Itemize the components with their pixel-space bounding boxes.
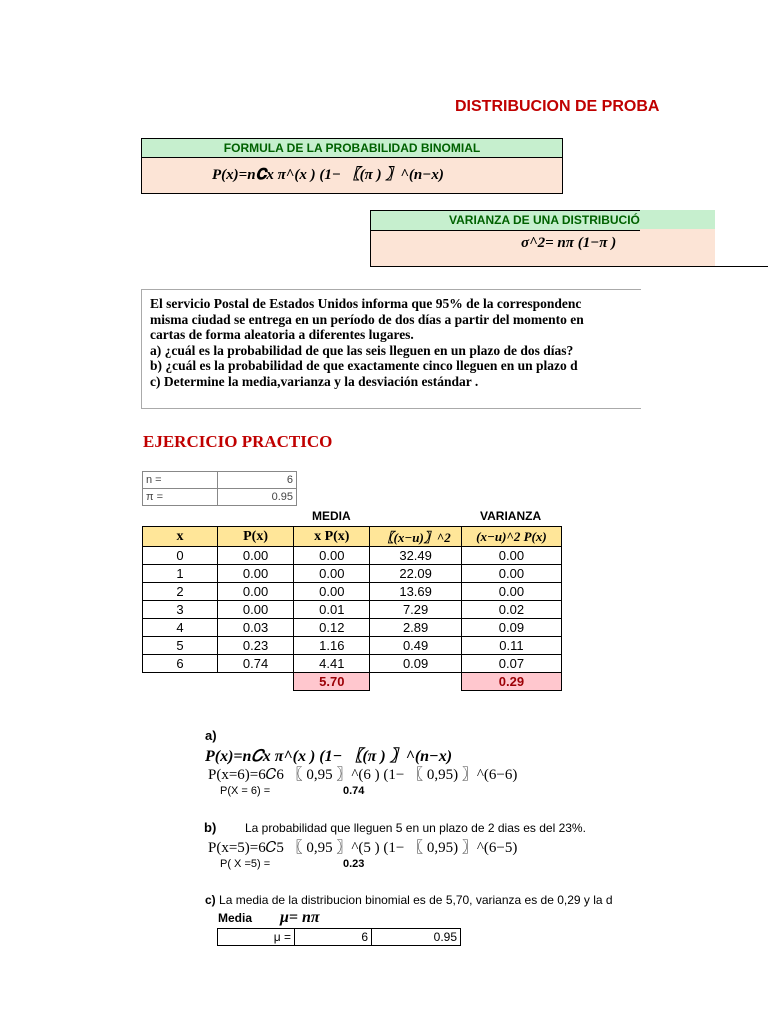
mu-n[interactable]: 6 [295, 929, 372, 946]
part-b-text: La probabilidad que lleguen 5 en un plazo de 2 dias es del 23%. [245, 821, 586, 835]
cell[interactable]: 0.02 [461, 601, 561, 619]
cell[interactable]: 0.03 [217, 619, 293, 637]
part-c-label: c) [205, 893, 216, 907]
cell[interactable]: 0.00 [294, 547, 370, 565]
variance-formula-heading-text: VARIANZA DE UNA DISTRIBUCIÓ [449, 213, 640, 227]
cell[interactable]: 32.49 [370, 547, 461, 565]
params-table [142, 471, 297, 506]
exercise-title: EJERCICIO PRACTICO [143, 432, 333, 451]
col-header-weighted-deviation: (x−u)^2 P(x) [461, 527, 561, 547]
part-b-label: b) [204, 820, 217, 835]
cell[interactable]: 2.89 [370, 619, 461, 637]
mu-pi[interactable]: 0.95 [372, 929, 461, 946]
cell[interactable]: 5 [143, 637, 218, 655]
cell[interactable]: 0.49 [370, 637, 461, 655]
col-header-xpx: x P(x) [294, 527, 370, 547]
cell[interactable]: 0.00 [294, 565, 370, 583]
variance-formula: σ^2= nπ (1−π ) [521, 235, 617, 251]
cell[interactable]: 7.29 [370, 601, 461, 619]
cell[interactable]: 0.07 [461, 655, 561, 673]
col-header-deviation-squared: 〖(x−u)〗^2 [370, 527, 461, 547]
table-row [143, 637, 562, 655]
cell[interactable]: 4 [143, 619, 218, 637]
cell[interactable]: 1 [143, 565, 218, 583]
page-title: DISTRIBUCION DE PROBA [455, 98, 660, 115]
problem-line: El servicio Postal de Estados Unidos informa que 95% de la correspondenc [150, 296, 582, 311]
param-value[interactable]: 0.95 [218, 489, 297, 506]
part-a-label: a) [205, 728, 217, 743]
param-value[interactable]: 6 [218, 472, 297, 489]
part-a-result-label: P(X = 6) = [220, 785, 271, 797]
problem-line: misma ciudad se entrega en un período de dos días a partir del momento en [150, 311, 584, 327]
cell[interactable]: 0.11 [461, 637, 561, 655]
part-b-substitution: P(x=5)=6𝐶5 〖 0,95 〗^(5 ) (1− 〖 0,95) 〗^(6−5) [208, 840, 518, 856]
binomial-formula-heading: FORMULA DE LA PROBABILIDAD BINOMIAL [142, 139, 562, 158]
table-row [143, 655, 562, 673]
cell[interactable]: 0.00 [461, 583, 561, 601]
cell[interactable]: 0.09 [461, 619, 561, 637]
media-label: MEDIA [312, 509, 351, 523]
problem-line: cartas de forma aleatoria a diferentes lugares. [150, 327, 414, 342]
table-row [143, 601, 562, 619]
cell[interactable]: 0.01 [294, 601, 370, 619]
cell[interactable]: 2 [143, 583, 218, 601]
part-b-result-value: 0.23 [343, 858, 365, 870]
cell[interactable]: 0.23 [217, 637, 293, 655]
param-label: π = [143, 489, 218, 506]
total-media[interactable]: 5.70 [294, 673, 370, 691]
clip-mask-head [715, 210, 768, 229]
total-varianza[interactable]: 0.29 [461, 673, 561, 691]
empty-cell [370, 673, 461, 691]
part-a-result-value: 0.74 [343, 785, 365, 797]
media-sub-label: Media [218, 911, 253, 925]
table-row [143, 565, 562, 583]
media-formula: μ= nπ [280, 909, 320, 926]
cell[interactable]: 0.00 [294, 583, 370, 601]
problem-line: a) ¿cuál es la probabilidad de que las seis lleguen en un plazo de dos días? [150, 342, 574, 358]
mu-label: μ = [218, 929, 295, 946]
cell[interactable]: 6 [143, 655, 218, 673]
table-row [143, 583, 562, 601]
cell[interactable]: 0 [143, 547, 218, 565]
mu-row [218, 929, 461, 946]
varianza-label: VARIANZA [480, 509, 542, 523]
table-row [143, 619, 562, 637]
distribution-table [142, 526, 562, 691]
part-a-substitution: P(x=6)=6𝐶6 〖 0,95 〗^(6 ) (1− 〖 0,95) 〗^(6−6) [208, 767, 518, 783]
cell[interactable]: 22.09 [370, 565, 461, 583]
part-c-text: La media de la distribucion binomial es de 5,70, varianza es de 0,29 y la d [219, 893, 613, 907]
problem-line: c) Determine la media,varianza y la desviación estándar . [150, 373, 479, 389]
cell[interactable]: 0.00 [461, 547, 561, 565]
problem-line: b) ¿cuál es la probabilidad de que exactamente cinco lleguen en un plazo d [150, 358, 578, 373]
col-header-x: x [143, 527, 218, 547]
param-row [143, 489, 297, 506]
cell[interactable]: 0.00 [217, 601, 293, 619]
cell[interactable]: 0.00 [217, 583, 293, 601]
cell[interactable]: 3 [143, 601, 218, 619]
cell[interactable]: 0.00 [217, 547, 293, 565]
table-total-row [143, 673, 562, 691]
variance-peach-tail [640, 229, 715, 266]
binomial-formula: P(x)=n𝐂x π^(x ) (1− 〖(π ) 〗^(n−x) [142, 158, 562, 193]
binomial-formula-box [141, 138, 563, 194]
cell[interactable]: 13.69 [370, 583, 461, 601]
mu-table [217, 928, 461, 946]
cell[interactable]: 0.09 [370, 655, 461, 673]
cell[interactable]: 0.12 [294, 619, 370, 637]
cell[interactable]: 0.00 [217, 565, 293, 583]
cell[interactable]: 0.74 [217, 655, 293, 673]
part-a-formula: P(x)=n𝐶x π^(x ) (1− 〖(π ) 〗^(n−x) [205, 748, 453, 765]
empty-cell [143, 673, 218, 691]
col-header-px: P(x) [217, 527, 293, 547]
table-row [143, 547, 562, 565]
part-b-result-label: P( X =5) = [220, 858, 271, 870]
cell[interactable]: 0.00 [461, 565, 561, 583]
part-c-line [205, 893, 641, 907]
variance-green-tail [640, 210, 715, 229]
empty-cell [217, 673, 293, 691]
problem-statement [141, 289, 641, 409]
cell[interactable]: 1.16 [294, 637, 370, 655]
table-header-row [143, 527, 562, 547]
cell[interactable]: 4.41 [294, 655, 370, 673]
param-row [143, 472, 297, 489]
param-label: n = [143, 472, 218, 489]
